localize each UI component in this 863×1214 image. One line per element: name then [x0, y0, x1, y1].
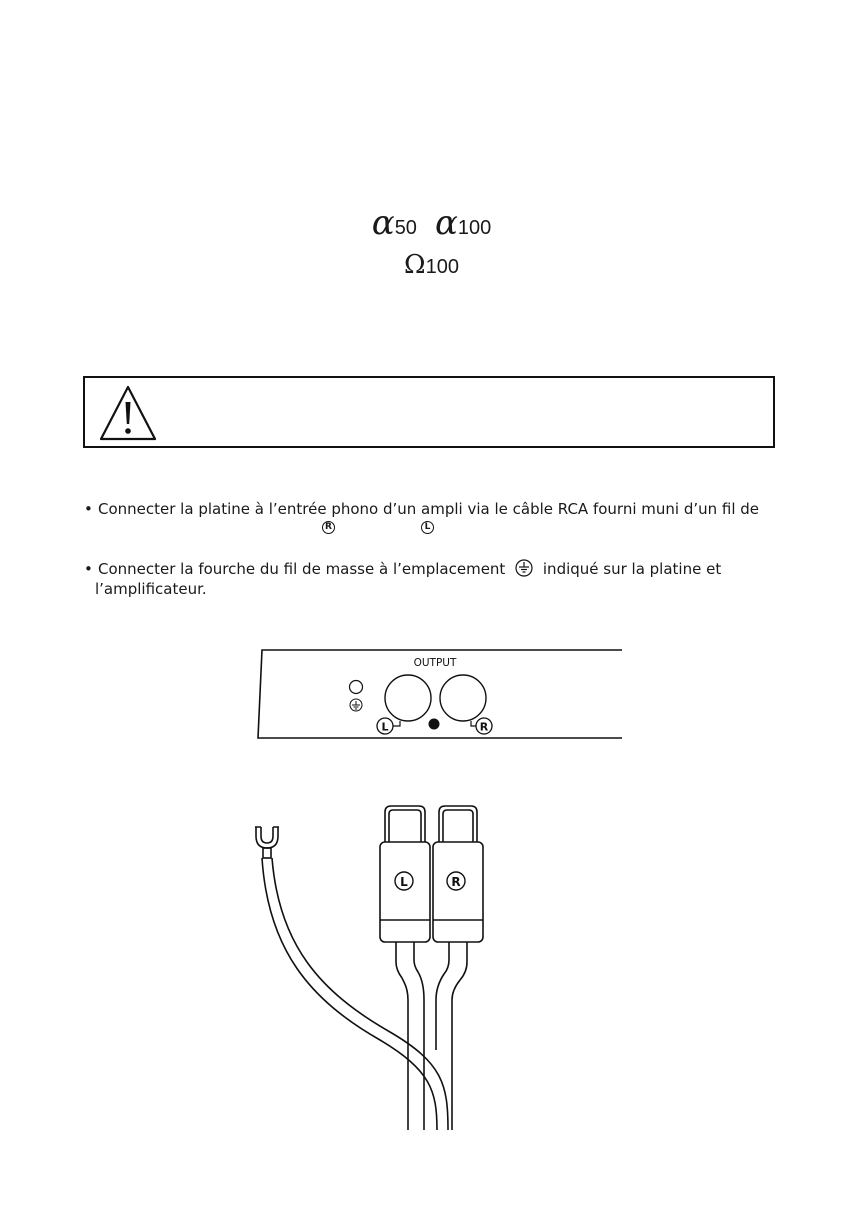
instruction-1-channel-markers — [84, 517, 584, 537]
alpha-symbol-2: α — [434, 203, 458, 243]
rca-plug-left — [380, 806, 430, 1000]
warning-triangle-icon — [97, 383, 159, 443]
instruction-2-text-c: l’amplificateur. — [95, 580, 207, 598]
model-number-100: 100 — [457, 217, 492, 239]
rca-cable-diagram — [0, 800, 863, 1140]
instruction-2-text-b: indiqué sur la platine et — [542, 560, 722, 578]
center-dot — [429, 719, 440, 730]
model-row-alpha — [0, 203, 863, 243]
ground-terminal — [350, 681, 363, 694]
plug-right-label: R — [451, 875, 461, 889]
left-output-jack — [385, 675, 431, 721]
jack-left-label: L — [381, 720, 389, 734]
ground-fork — [255, 827, 279, 858]
alpha-symbol: α — [371, 203, 395, 243]
instruction-2-text-a: Connecter la fourche du fil de masse à l’emplacement — [98, 560, 506, 578]
left-channel-badge: L — [421, 521, 434, 534]
rear-panel-diagram — [0, 645, 863, 745]
model-row-omega — [0, 250, 863, 280]
rca-plug-right — [433, 806, 483, 1000]
instruction-bullet-1: • Connecter la platine à l’entrée phono d’un ampli via le câble RCA fourni muni d’un fil de — [84, 500, 760, 518]
instruction-bullet-2: • Connecter la fourche du fil de masse à l’emplacement indiqué sur la platine et — [84, 560, 722, 578]
ground-wire — [262, 858, 437, 1130]
instruction-1-text: Connecter la platine à l’entrée phono d’un ampli via le câble RCA fourni muni d’un fil de — [98, 500, 760, 518]
ground-icon — [350, 699, 362, 711]
output-label: OUTPUT — [413, 657, 457, 669]
right-output-jack — [440, 675, 486, 721]
ground-icon — [514, 559, 534, 577]
model-number-omega-100: 100 — [425, 256, 459, 278]
omega-symbol: Ω — [404, 250, 426, 280]
jack-right-label: R — [479, 720, 489, 734]
model-number-50: 50 — [394, 217, 417, 239]
right-channel-badge: R — [322, 521, 335, 534]
warning-box — [83, 376, 775, 448]
plug-left-label: L — [400, 875, 408, 889]
